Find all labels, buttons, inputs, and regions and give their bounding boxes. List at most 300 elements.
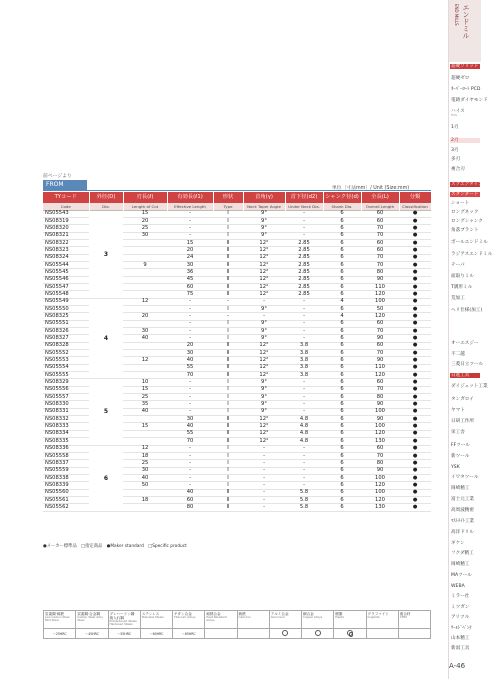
cell-ang: 12° xyxy=(243,350,285,357)
sidebar-item-label: 新ツール xyxy=(451,454,470,459)
cell-eff: - xyxy=(167,445,213,452)
cell-cls: ● xyxy=(399,401,431,408)
cell-loc xyxy=(123,239,167,246)
cell-und: 2.85 xyxy=(285,276,323,283)
cell-type: II xyxy=(213,276,243,283)
cell-ang: - xyxy=(243,298,285,305)
sidebar-item[interactable] xyxy=(450,192,480,197)
cell-shank: 6 xyxy=(323,291,361,298)
cell-code: NS05549 xyxy=(43,298,89,305)
cell-shank: 6 xyxy=(323,364,361,371)
cell-code: NS05545 xyxy=(43,269,89,276)
cell-dia: 3 xyxy=(89,210,123,298)
sidebar-item-label: 不二越 xyxy=(451,352,465,357)
cell-dia: 4 xyxy=(89,298,123,379)
sidebar-item[interactable] xyxy=(450,594,480,599)
sidebar-item[interactable] xyxy=(450,519,480,524)
cell-code: NS08319 xyxy=(43,217,89,224)
sidebar-item[interactable] xyxy=(450,362,484,367)
cell-und: - xyxy=(285,401,323,408)
cell-und: - xyxy=(285,445,323,452)
sidebar-item[interactable] xyxy=(450,109,480,118)
cell-type: I xyxy=(213,335,243,342)
sidebar-item[interactable] xyxy=(450,605,480,610)
sidebar-item[interactable] xyxy=(450,615,480,620)
column-header: 有効長(ℓ1) xyxy=(167,192,213,203)
material-header xyxy=(366,611,398,629)
cell-eff: - xyxy=(167,328,213,335)
cell-shank: 6 xyxy=(323,460,361,467)
cell-shank: 6 xyxy=(323,305,361,312)
sidebar-item[interactable] xyxy=(450,573,480,578)
cell-loc xyxy=(123,364,167,371)
cell-oal: 70 xyxy=(361,261,399,268)
cell-code: NS08336 xyxy=(43,445,89,452)
material-header xyxy=(269,611,301,629)
material-name-en: Cast Iron xyxy=(238,615,252,619)
sidebar-item[interactable] xyxy=(450,252,492,257)
cell-loc xyxy=(123,276,167,283)
cell-ang: 12° xyxy=(243,357,285,364)
column-header-en: Classification xyxy=(399,203,431,210)
cell-ang: - xyxy=(243,489,285,496)
cell-shank: 6 xyxy=(323,489,361,496)
sidebar-item[interactable] xyxy=(450,87,480,92)
cell-cls: ● xyxy=(399,379,431,386)
sidebar-item[interactable] xyxy=(450,240,488,245)
cell-shank: 6 xyxy=(323,372,361,379)
cell-code: NS05557 xyxy=(43,394,89,401)
cell-cls: ● xyxy=(399,335,431,342)
cell-und: - xyxy=(285,225,323,232)
cell-oal: 60 xyxy=(361,247,399,254)
sidebar-item[interactable] xyxy=(450,408,480,413)
sidebar-item[interactable] xyxy=(450,646,480,651)
cell-code: NS05559 xyxy=(43,467,89,474)
column-header-en: Neck Taper Angle xyxy=(243,203,285,210)
cell-type: I xyxy=(213,320,243,327)
cell-ang: 9° xyxy=(243,305,285,312)
cell-loc: 12 xyxy=(123,357,167,364)
column-header-en: Overall Length xyxy=(361,203,399,210)
cell-shank: 6 xyxy=(323,239,361,246)
cell-type: II xyxy=(213,254,243,261)
cell-cls: ● xyxy=(399,261,431,268)
cell-oal: 120 xyxy=(361,291,399,298)
column-header-en: Dia. xyxy=(89,203,123,210)
sidebar-item-label: 山本精工 xyxy=(451,636,470,641)
sidebar-item-label: スクエアタイプ xyxy=(451,182,483,187)
material-name-en: Copper Alloys xyxy=(303,615,323,619)
cell-ang: 12° xyxy=(243,247,285,254)
cell-cls: ● xyxy=(399,467,431,474)
cell-type: - xyxy=(213,298,243,305)
sidebar-item[interactable] xyxy=(450,465,480,470)
cell-code: NS08337 xyxy=(43,460,89,467)
sidebar-item[interactable] xyxy=(450,263,480,268)
column-header: 分類 xyxy=(399,192,431,203)
cell-loc: 12 xyxy=(123,445,167,452)
cell-type: I xyxy=(213,460,243,467)
sidebar-item[interactable] xyxy=(450,201,480,206)
column-header-en: Type xyxy=(213,203,243,210)
index-sidebar xyxy=(448,0,492,679)
sidebar-item[interactable] xyxy=(450,562,480,567)
cell-oal: 130 xyxy=(361,438,399,445)
cell-eff: 24 xyxy=(167,254,213,261)
cell-shank: 6 xyxy=(323,335,361,342)
column-header: 刃長(ℓ) xyxy=(123,192,167,203)
sidebar-item[interactable] xyxy=(450,98,488,103)
cell-code: NS08332 xyxy=(43,416,89,423)
material-mark-cell xyxy=(237,629,269,639)
cell-und: 3.8 xyxy=(285,364,323,371)
cell-oal: 90 xyxy=(361,467,399,474)
sidebar-item[interactable] xyxy=(450,530,480,535)
cell-oal: 90 xyxy=(361,276,399,283)
cell-cls: ● xyxy=(399,482,431,489)
cell-ang: 12° xyxy=(243,430,285,437)
cell-cls: ● xyxy=(399,357,431,364)
sidebar-item[interactable] xyxy=(450,210,480,215)
sidebar-item-label: イワタツール xyxy=(451,475,479,480)
cell-oal: 70 xyxy=(361,386,399,393)
cell-und: 2.85 xyxy=(285,247,323,254)
cell-eff: 20 xyxy=(167,247,213,254)
sidebar-item[interactable] xyxy=(450,443,480,448)
cell-und: 4.8 xyxy=(285,438,323,445)
cell-cls: ● xyxy=(399,460,431,467)
sidebar-item[interactable] xyxy=(450,64,480,69)
cell-loc xyxy=(123,247,167,254)
material-header xyxy=(108,611,140,629)
cell-oal: 100 xyxy=(361,408,399,415)
sidebar-item-label: オーエスジー xyxy=(451,341,479,346)
sidebar-item[interactable] xyxy=(450,541,480,546)
sidebar-item-label: MAツール xyxy=(451,573,472,578)
cell-type: II xyxy=(213,504,243,511)
sidebar-item-label: 岡崎精工 xyxy=(451,486,470,491)
cell-type: I xyxy=(213,217,243,224)
cell-ang: 9° xyxy=(243,328,285,335)
sidebar-item[interactable] xyxy=(450,228,480,233)
cell-oal: 70 xyxy=(361,232,399,239)
cell-code: NS08325 xyxy=(43,313,89,320)
cell-cls: ● xyxy=(399,438,431,445)
cell-cls: ● xyxy=(399,394,431,401)
sidebar-item[interactable] xyxy=(450,373,480,378)
sidebar-item[interactable] xyxy=(450,296,480,301)
cell-code: NS05561 xyxy=(43,496,89,503)
cell-cls: ● xyxy=(399,225,431,232)
sidebar-item-label: 複合刃 xyxy=(451,167,465,172)
cell-ang: 12° xyxy=(243,364,285,371)
cell-oal: 120 xyxy=(361,496,399,503)
sidebar-item[interactable] xyxy=(450,285,480,290)
sidebar-item[interactable] xyxy=(450,182,483,187)
material-mark-cell xyxy=(398,629,430,639)
cell-shank: 4 xyxy=(323,298,361,305)
cell-loc xyxy=(123,269,167,276)
cell-code: NS05555 xyxy=(43,372,89,379)
cell-eff: 60 xyxy=(167,496,213,503)
sidebar-item[interactable] xyxy=(450,397,480,402)
cell-und: - xyxy=(285,467,323,474)
material-header xyxy=(44,611,76,629)
sidebar-item[interactable] xyxy=(450,497,480,502)
section-tab-from: FROM xyxy=(43,180,87,190)
sidebar-item[interactable] xyxy=(450,384,488,389)
cell-loc: 40 xyxy=(123,474,167,481)
material-name-en: CFRP xyxy=(399,615,407,619)
prev-page-link[interactable]: 前ページより xyxy=(43,174,72,179)
sidebar-item[interactable] xyxy=(450,486,480,491)
cell-oal: 80 xyxy=(361,394,399,401)
sidebar-item[interactable] xyxy=(450,125,480,130)
cell-type: II xyxy=(213,423,243,430)
best-double-circle-icon xyxy=(347,630,353,636)
material-name: 樹脂 xyxy=(335,612,343,616)
cell-code: NS08320 xyxy=(43,225,89,232)
sidebar-item-label: 新潟工具 xyxy=(451,646,470,651)
cell-und: - xyxy=(285,305,323,312)
sidebar-item[interactable] xyxy=(450,76,480,81)
cell-und: - xyxy=(285,408,323,415)
cell-eff: 15 xyxy=(167,239,213,246)
cell-oal: 60 xyxy=(361,379,399,386)
sidebar-item[interactable] xyxy=(450,636,480,641)
sidebar-item[interactable] xyxy=(450,551,480,556)
cell-ang: - xyxy=(243,482,285,489)
cell-code: NS05554 xyxy=(43,364,89,371)
cell-oal: 120 xyxy=(361,482,399,489)
cell-ang: 12° xyxy=(243,372,285,379)
cell-und: - xyxy=(285,328,323,335)
sidebar-item[interactable] xyxy=(450,430,480,435)
cell-ang: 9° xyxy=(243,386,285,393)
cell-ang: - xyxy=(243,496,285,503)
cell-cls: ● xyxy=(399,372,431,379)
sidebar-item[interactable] xyxy=(450,626,480,631)
material-mark-cell xyxy=(205,629,237,639)
cell-code: NS05550 xyxy=(43,305,89,312)
sidebar-item-label: T溝形ミル xyxy=(451,285,473,290)
cell-ang: 12° xyxy=(243,254,285,261)
cell-shank: 6 xyxy=(323,254,361,261)
cell-oal: 90 xyxy=(361,416,399,423)
sidebar-item[interactable] xyxy=(450,419,480,424)
column-header-en: Effective Length xyxy=(167,203,213,210)
cell-eff: 60 xyxy=(167,283,213,290)
cell-shank: 6 xyxy=(323,482,361,489)
cell-type: I xyxy=(213,408,243,415)
sidebar-item[interactable] xyxy=(450,138,480,143)
cell-und: - xyxy=(285,298,323,305)
sidebar-item[interactable] xyxy=(450,475,480,480)
cell-shank: 6 xyxy=(323,379,361,386)
cell-cls: ● xyxy=(399,269,431,276)
sidebar-item-label: WEBA xyxy=(451,584,465,589)
cell-shank: 4 xyxy=(323,313,361,320)
column-header-en: Under Neck Dia. xyxy=(285,203,323,210)
spec-table xyxy=(43,192,432,512)
cell-type: I xyxy=(213,225,243,232)
cell-eff: 55 xyxy=(167,430,213,437)
cell-oal: 60 xyxy=(361,320,399,327)
cell-und: - xyxy=(285,320,323,327)
cell-eff: - xyxy=(167,460,213,467)
material-name: プレハードン鋼·焼入れ鋼 xyxy=(109,612,136,620)
cell-ang: 12° xyxy=(243,269,285,276)
cell-type: I xyxy=(213,394,243,401)
cell-shank: 6 xyxy=(323,474,361,481)
sidebar-item-label: ミラー社 xyxy=(451,594,470,599)
cell-und: 2.85 xyxy=(285,291,323,298)
spec-table-body xyxy=(43,210,431,511)
material-name: チタン合金 xyxy=(174,612,192,616)
cell-shank: 6 xyxy=(323,452,361,459)
sidebar-item-label: ミツガン xyxy=(451,605,470,610)
cell-type: I xyxy=(213,467,243,474)
cell-type: II xyxy=(213,269,243,276)
cell-eff: 36 xyxy=(167,269,213,276)
cell-shank: 6 xyxy=(323,423,361,430)
cell-und: 4.8 xyxy=(285,416,323,423)
cell-type: I xyxy=(213,474,243,481)
cell-loc: 30 xyxy=(123,232,167,239)
column-header: 首角(γ) xyxy=(243,192,285,203)
material-name-en: Carbon Steel Alloy Steel xyxy=(77,615,104,623)
cell-loc: 30 xyxy=(123,467,167,474)
cell-loc: 15 xyxy=(123,386,167,393)
cell-type: I xyxy=(213,482,243,489)
material-name-en: Heat Resistant Alloys xyxy=(206,615,227,623)
cell-code: NS08333 xyxy=(43,423,89,430)
cell-type: II xyxy=(213,350,243,357)
sidebar-item[interactable] xyxy=(450,167,480,172)
cell-oal: 70 xyxy=(361,452,399,459)
sidebar-title: エンドミル END MILLS xyxy=(454,4,470,39)
cell-ang: 12° xyxy=(243,342,285,349)
cell-loc: 15 xyxy=(123,210,167,217)
cell-eff: - xyxy=(167,232,213,239)
cell-dia: 6 xyxy=(89,445,123,511)
cell-und: - xyxy=(285,460,323,467)
cell-eff: 75 xyxy=(167,291,213,298)
cell-code: NS08331 xyxy=(43,408,89,415)
cell-eff: - xyxy=(167,394,213,401)
cell-type: II xyxy=(213,247,243,254)
cell-code: NS05547 xyxy=(43,283,89,290)
cell-shank: 6 xyxy=(323,430,361,437)
hardness-label: 〜65HRC xyxy=(181,631,196,636)
cell-oal: 130 xyxy=(361,504,399,511)
cell-type: I xyxy=(213,386,243,393)
sidebar-item-label: ギケン xyxy=(451,541,465,546)
cell-und: 3.8 xyxy=(285,357,323,364)
cell-loc xyxy=(123,342,167,349)
cell-type: I xyxy=(213,445,243,452)
cell-code: NS05556 xyxy=(43,386,89,393)
cell-type: II xyxy=(213,438,243,445)
sidebar-item-label: ボールエンドミル xyxy=(451,240,488,245)
cell-ang: 9° xyxy=(243,210,285,217)
material-header xyxy=(173,611,205,629)
cell-eff: - xyxy=(167,210,213,217)
sidebar-item-label: 栄工舎 xyxy=(451,430,465,435)
sidebar-item[interactable] xyxy=(450,308,483,313)
sidebar-item[interactable] xyxy=(450,274,480,279)
material-name: グラファイト xyxy=(367,612,389,616)
cell-code: NS08324 xyxy=(43,254,89,261)
cell-eff: - xyxy=(167,335,213,342)
table-row xyxy=(43,298,431,305)
cell-shank: 6 xyxy=(323,247,361,254)
cell-cls: ● xyxy=(399,445,431,452)
sidebar-item[interactable] xyxy=(450,219,483,224)
cell-cls: ● xyxy=(399,254,431,261)
cell-loc xyxy=(123,291,167,298)
cell-type: II xyxy=(213,364,243,371)
cell-eff: - xyxy=(167,313,213,320)
material-name: 複合材 xyxy=(399,612,411,616)
sidebar-header xyxy=(449,0,481,62)
cell-code: NS08326 xyxy=(43,328,89,335)
cell-shank: 6 xyxy=(323,269,361,276)
sidebar-item-label: ラジアスエンドミル xyxy=(451,252,492,257)
sidebar-item[interactable] xyxy=(450,148,480,153)
cell-und: - xyxy=(285,482,323,489)
cell-cls: ● xyxy=(399,496,431,503)
cell-oal: 70 xyxy=(361,254,399,261)
column-header: 首下径(d2) xyxy=(285,192,323,203)
material-name: 耐熱合金 xyxy=(206,612,221,616)
column-header: シャンク径(d) xyxy=(323,192,361,203)
cell-eff: 30 xyxy=(167,261,213,268)
cell-eff: - xyxy=(167,225,213,232)
cell-shank: 6 xyxy=(323,467,361,474)
sidebar-item-label: 超硬ソリッド xyxy=(451,64,479,69)
cell-type: II xyxy=(213,239,243,246)
cell-shank: 6 xyxy=(323,210,361,217)
sidebar-item-label: FFツール xyxy=(451,443,470,448)
material-header xyxy=(205,611,237,629)
column-header-en: Code xyxy=(43,203,89,210)
sidebar-item[interactable] xyxy=(450,157,480,162)
cell-oal: 120 xyxy=(361,313,399,320)
sidebar-item[interactable] xyxy=(450,341,480,346)
hardness-label: 〜60HRC xyxy=(149,631,164,636)
sidebar-item-label: 角落ブラント xyxy=(451,228,479,233)
material-mark-row xyxy=(44,629,431,639)
cell-code: NS05546 xyxy=(43,276,89,283)
sidebar-item[interactable] xyxy=(450,584,480,589)
material-name-en: Stainless Steels xyxy=(141,615,164,619)
sidebar-item[interactable] xyxy=(450,454,480,459)
cell-shank: 6 xyxy=(323,416,361,423)
cell-type: II xyxy=(213,496,243,503)
sidebar-item[interactable] xyxy=(450,508,480,513)
cell-und: 3.8 xyxy=(285,350,323,357)
cell-code: NS08335 xyxy=(43,438,89,445)
material-name-en: Aluminum xyxy=(270,615,285,619)
cell-cls: ● xyxy=(399,489,431,496)
cell-eff: 30 xyxy=(167,416,213,423)
cell-dia: 5 xyxy=(89,379,123,445)
cell-oal: 50 xyxy=(361,305,399,312)
cell-oal: 120 xyxy=(361,372,399,379)
sidebar-item[interactable] xyxy=(450,352,480,357)
